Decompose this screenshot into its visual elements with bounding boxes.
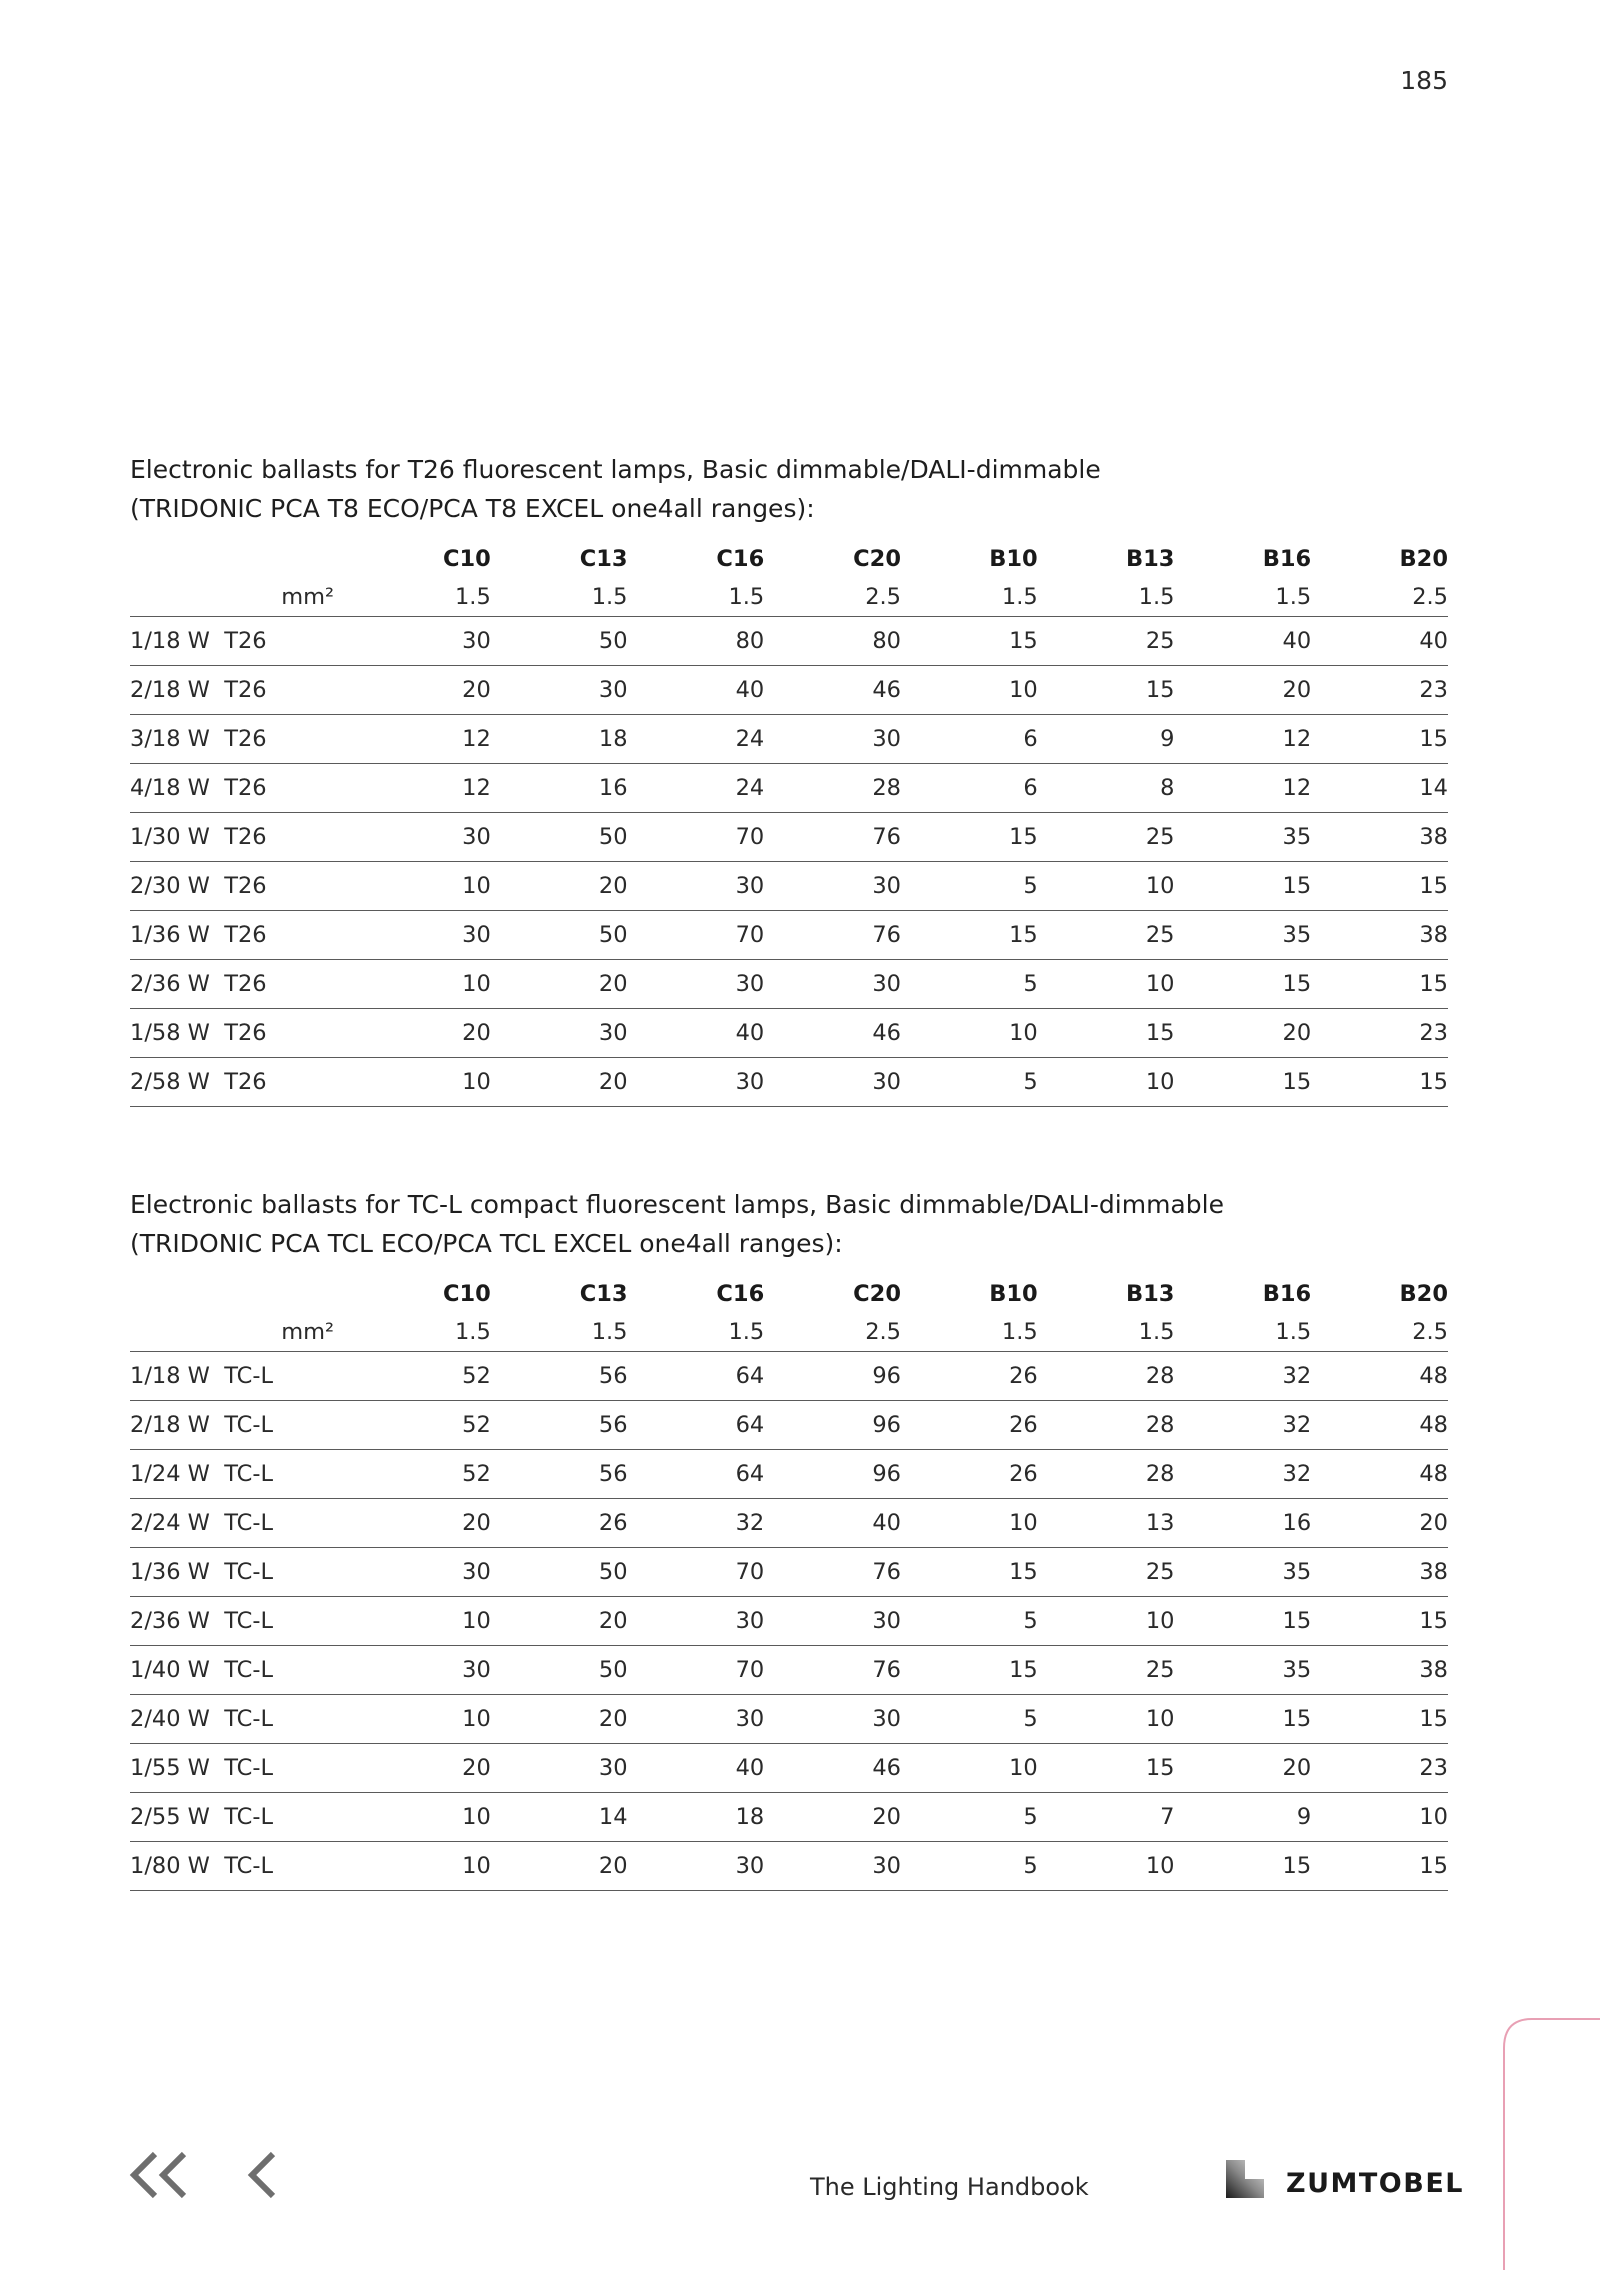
column-header-row [130, 1275, 1448, 1313]
table-section-t26 [130, 450, 1448, 1107]
cell-value: 24 [735, 726, 765, 752]
column-header: C20 [853, 546, 901, 572]
cell-value: 10 [462, 1608, 491, 1634]
cross-section-value: 1.5 [1001, 584, 1038, 610]
cross-section-value: 1.5 [1001, 1319, 1038, 1345]
cell-value: 52 [462, 1363, 491, 1389]
first-page-button[interactable] [128, 2150, 190, 2204]
cell-value: 20 [1419, 1510, 1448, 1536]
cross-section-value: 1.5 [454, 584, 491, 610]
cell-value: 52 [462, 1461, 491, 1487]
cell-value: 30 [462, 1657, 491, 1683]
cell-value: 30 [598, 1755, 628, 1781]
cell-value: 30 [872, 1069, 901, 1095]
cell-value: 70 [735, 1559, 765, 1585]
cell-value: 35 [1282, 1559, 1312, 1585]
cell-value: 18 [735, 1804, 765, 1830]
row-label: 1/36 W T26 [130, 922, 267, 948]
cell-value: 15 [1009, 922, 1038, 948]
cross-section-value: 1.5 [728, 1319, 765, 1345]
row-label: 2/40 W TC-L [130, 1706, 274, 1732]
double-chevron-left-icon [128, 2150, 190, 2200]
table-row [130, 1646, 1448, 1695]
table-section-tc-l [130, 1185, 1448, 1891]
cell-value: 23 [1419, 677, 1448, 703]
cell-value: 30 [872, 1853, 901, 1879]
table-row [130, 960, 1448, 1009]
cell-value: 32 [1282, 1461, 1312, 1487]
cell-value: 13 [1145, 1510, 1175, 1536]
table-row [130, 1009, 1448, 1058]
cell-value: 50 [598, 1657, 628, 1683]
table-row [130, 813, 1448, 862]
cell-value: 28 [1145, 1461, 1175, 1487]
cell-value: 30 [598, 1020, 628, 1046]
row-label: 2/30 W T26 [130, 873, 267, 899]
cell-value: 30 [735, 873, 765, 899]
row-label: 1/80 W TC-L [130, 1853, 274, 1879]
cell-value: 30 [872, 1706, 901, 1732]
row-label: 1/18 W TC-L [130, 1363, 274, 1389]
handbook-title: The Lighting Handbook [810, 2173, 1089, 2201]
cell-value: 6 [1023, 726, 1038, 752]
cell-value: 30 [462, 824, 491, 850]
cell-value: 64 [735, 1461, 765, 1487]
cell-value: 56 [598, 1461, 628, 1487]
row-label: 2/24 W TC-L [130, 1510, 274, 1536]
table-row [130, 1499, 1448, 1548]
cell-value: 14 [1419, 775, 1448, 801]
column-header: C13 [579, 1281, 628, 1307]
cell-value: 46 [872, 1020, 901, 1046]
cell-value: 20 [462, 1755, 491, 1781]
cell-value: 10 [1145, 1853, 1175, 1879]
cell-value: 30 [462, 922, 491, 948]
zumtobel-logo-icon [1226, 2160, 1264, 2198]
cell-value: 32 [1282, 1412, 1312, 1438]
cell-value: 40 [1419, 628, 1448, 654]
cell-value: 76 [872, 922, 901, 948]
cell-value: 26 [1009, 1412, 1038, 1438]
cell-value: 76 [872, 1657, 901, 1683]
table-row [130, 1450, 1448, 1499]
table-row [130, 1058, 1448, 1107]
cell-value: 15 [1145, 677, 1175, 703]
cell-value: 5 [1023, 1804, 1038, 1830]
cell-value: 10 [462, 873, 491, 899]
row-label: 2/55 W TC-L [130, 1804, 274, 1830]
cell-value: 15 [1282, 971, 1312, 997]
cell-value: 40 [735, 1020, 765, 1046]
column-header: C16 [716, 546, 765, 572]
cross-section-value: 1.5 [591, 1319, 628, 1345]
cell-value: 10 [462, 1069, 491, 1095]
cell-value: 30 [598, 677, 628, 703]
caption-line-2: (TRIDONIC PCA TCL ECO/PCA TCL EXCEL one4all ranges): [130, 1229, 843, 1258]
cell-value: 20 [462, 1510, 491, 1536]
cell-value: 5 [1023, 873, 1038, 899]
cell-value: 15 [1282, 1608, 1312, 1634]
caption-line-1: Electronic ballasts for T26 fluorescent lamps, Basic dimmable/DALI-dimmable [130, 455, 1101, 484]
column-header: B10 [989, 1281, 1038, 1307]
cell-value: 30 [872, 971, 901, 997]
cell-value: 50 [598, 1559, 628, 1585]
cell-value: 46 [872, 1755, 901, 1781]
cell-value: 80 [735, 628, 765, 654]
cell-value: 20 [598, 1069, 628, 1095]
table-row [130, 764, 1448, 813]
cell-value: 5 [1023, 1608, 1038, 1634]
cell-value: 20 [462, 677, 491, 703]
cell-value: 10 [462, 971, 491, 997]
column-header: C10 [442, 1281, 491, 1307]
table-row [130, 1793, 1448, 1842]
cell-value: 30 [872, 873, 901, 899]
page-number: 185 [1400, 66, 1448, 95]
cell-value: 9 [1296, 1804, 1312, 1830]
cell-value: 40 [1282, 628, 1312, 654]
cell-value: 15 [1282, 873, 1312, 899]
cell-value: 5 [1023, 1069, 1038, 1095]
cell-value: 18 [598, 726, 628, 752]
cell-value: 46 [872, 677, 901, 703]
caption-line-1: Electronic ballasts for TC-L compact fluorescent lamps, Basic dimmable/DALI-dimmable [130, 1190, 1224, 1219]
cross-section-value: 2.5 [1412, 1319, 1448, 1345]
column-header: C13 [579, 546, 628, 572]
cell-value: 15 [1009, 628, 1038, 654]
cross-section-value: 1.5 [454, 1319, 491, 1345]
column-header: B13 [1125, 1281, 1175, 1307]
column-header-row [130, 540, 1448, 578]
cell-value: 26 [598, 1510, 628, 1536]
table-caption [130, 450, 1448, 528]
table-row [130, 1597, 1448, 1646]
column-header: C10 [442, 546, 491, 572]
cell-value: 9 [1160, 726, 1175, 752]
cell-value: 50 [598, 628, 628, 654]
cell-value: 20 [598, 1853, 628, 1879]
cell-value: 38 [1419, 1559, 1448, 1585]
table-row [130, 1842, 1448, 1891]
cell-value: 15 [1419, 1608, 1448, 1634]
table-row [130, 911, 1448, 960]
cell-value: 16 [1282, 1510, 1312, 1536]
cell-value: 64 [735, 1363, 765, 1389]
cell-value: 15 [1282, 1706, 1312, 1732]
row-label: 4/18 W T26 [130, 775, 267, 801]
column-header: C20 [853, 1281, 901, 1307]
table-body [130, 1352, 1448, 1891]
cross-section-row [130, 1313, 1448, 1352]
cell-value: 24 [735, 775, 765, 801]
cell-value: 28 [1145, 1412, 1175, 1438]
cell-value: 96 [872, 1363, 901, 1389]
cell-value: 50 [598, 922, 628, 948]
cell-value: 40 [735, 677, 765, 703]
cell-value: 20 [1282, 1020, 1312, 1046]
row-label: 1/36 W TC-L [130, 1559, 274, 1585]
unit-label: mm² [281, 584, 335, 610]
cell-value: 56 [598, 1363, 628, 1389]
cell-value: 5 [1023, 1706, 1038, 1732]
table-row [130, 666, 1448, 715]
cell-value: 30 [735, 1069, 765, 1095]
cross-section-value: 1.5 [591, 584, 628, 610]
cell-value: 30 [735, 1853, 765, 1879]
cell-value: 20 [598, 1608, 628, 1634]
cell-value: 96 [872, 1461, 901, 1487]
row-label: 2/36 W TC-L [130, 1608, 274, 1634]
cell-value: 50 [598, 824, 628, 850]
cell-value: 10 [1419, 1804, 1448, 1830]
cell-value: 25 [1145, 1657, 1175, 1683]
cell-value: 30 [872, 1608, 901, 1634]
cell-value: 20 [598, 873, 628, 899]
row-label: 3/18 W T26 [130, 726, 267, 752]
cell-value: 70 [735, 1657, 765, 1683]
table-row [130, 862, 1448, 911]
cell-value: 20 [872, 1804, 901, 1830]
cell-value: 30 [735, 971, 765, 997]
cell-value: 70 [735, 922, 765, 948]
cross-section-row [130, 578, 1448, 617]
cell-value: 25 [1145, 1559, 1175, 1585]
cell-value: 20 [598, 971, 628, 997]
cell-value: 26 [1009, 1363, 1038, 1389]
cell-value: 30 [735, 1608, 765, 1634]
column-header: B16 [1262, 1281, 1312, 1307]
cell-value: 12 [1282, 726, 1312, 752]
cross-section-value: 1.5 [1275, 584, 1312, 610]
cell-value: 15 [1419, 1069, 1448, 1095]
cell-value: 35 [1282, 922, 1312, 948]
cross-section-value: 1.5 [1138, 584, 1175, 610]
cell-value: 15 [1145, 1020, 1175, 1046]
row-label: 1/58 W T26 [130, 1020, 267, 1046]
row-label: 1/30 W T26 [130, 824, 267, 850]
cell-value: 14 [598, 1804, 628, 1830]
cell-value: 25 [1145, 628, 1175, 654]
cell-value: 5 [1023, 1853, 1038, 1879]
cell-value: 64 [735, 1412, 765, 1438]
cross-section-value: 2.5 [865, 584, 901, 610]
cell-value: 26 [1009, 1461, 1038, 1487]
cell-value: 38 [1419, 824, 1448, 850]
cell-value: 35 [1282, 824, 1312, 850]
ballast-table-t26 [130, 540, 1448, 1107]
cell-value: 23 [1419, 1755, 1448, 1781]
cell-value: 25 [1145, 922, 1175, 948]
header-spacer [130, 540, 354, 578]
table-caption [130, 1185, 1448, 1263]
cell-value: 10 [1145, 971, 1175, 997]
cell-value: 10 [462, 1706, 491, 1732]
cell-value: 5 [1023, 971, 1038, 997]
cell-value: 10 [462, 1804, 491, 1830]
cell-value: 10 [1009, 1755, 1038, 1781]
cell-value: 10 [1009, 677, 1038, 703]
cell-value: 96 [872, 1412, 901, 1438]
previous-page-button[interactable] [246, 2150, 282, 2204]
cell-value: 12 [462, 775, 491, 801]
cell-value: 76 [872, 824, 901, 850]
cell-value: 76 [872, 1559, 901, 1585]
cell-value: 6 [1023, 775, 1038, 801]
cell-value: 28 [872, 775, 901, 801]
cell-value: 15 [1145, 1755, 1175, 1781]
cell-value: 15 [1419, 1706, 1448, 1732]
cell-value: 48 [1419, 1461, 1448, 1487]
table-row [130, 1744, 1448, 1793]
cell-value: 20 [1282, 1755, 1312, 1781]
chevron-left-icon [246, 2150, 282, 2200]
cell-value: 10 [1145, 873, 1175, 899]
cell-value: 15 [1282, 1069, 1312, 1095]
cell-value: 32 [1282, 1363, 1312, 1389]
cell-value: 30 [462, 1559, 491, 1585]
column-header: C16 [716, 1281, 765, 1307]
row-label: 1/40 W TC-L [130, 1657, 274, 1683]
row-label: 1/18 W T26 [130, 628, 267, 654]
cell-value: 10 [1145, 1069, 1175, 1095]
cross-section-value: 1.5 [1275, 1319, 1312, 1345]
row-label: 2/18 W T26 [130, 677, 267, 703]
row-label: 1/55 W TC-L [130, 1755, 274, 1781]
column-header: B13 [1125, 546, 1175, 572]
cross-section-value: 2.5 [1412, 584, 1448, 610]
cell-value: 40 [735, 1755, 765, 1781]
column-header: B20 [1399, 1281, 1448, 1307]
cross-section-value: 1.5 [728, 584, 765, 610]
cell-value: 16 [598, 775, 628, 801]
table-row [130, 1548, 1448, 1597]
column-header: B10 [989, 546, 1038, 572]
cell-value: 25 [1145, 824, 1175, 850]
cell-value: 10 [1145, 1706, 1175, 1732]
cell-value: 48 [1419, 1363, 1448, 1389]
cell-value: 12 [462, 726, 491, 752]
cell-value: 48 [1419, 1412, 1448, 1438]
header-spacer [130, 1275, 354, 1313]
cross-section-value: 1.5 [1138, 1319, 1175, 1345]
cell-value: 10 [1009, 1020, 1038, 1046]
cell-value: 56 [598, 1412, 628, 1438]
cell-value: 30 [735, 1706, 765, 1732]
cell-value: 20 [598, 1706, 628, 1732]
caption-line-2: (TRIDONIC PCA T8 ECO/PCA T8 EXCEL one4all ranges): [130, 494, 815, 523]
cross-section-value: 2.5 [865, 1319, 901, 1345]
column-header: B20 [1399, 546, 1448, 572]
table-row [130, 1401, 1448, 1450]
row-label: 2/36 W T26 [130, 971, 267, 997]
table-row [130, 617, 1448, 666]
row-label: 2/58 W T26 [130, 1069, 267, 1095]
cell-value: 23 [1419, 1020, 1448, 1046]
brand-name: ZUMTOBEL [1286, 2168, 1464, 2199]
cell-value: 28 [1145, 1363, 1175, 1389]
cell-value: 15 [1282, 1853, 1312, 1879]
table-row [130, 715, 1448, 764]
cell-value: 40 [872, 1510, 901, 1536]
cell-value: 12 [1282, 775, 1312, 801]
cell-value: 15 [1009, 1657, 1038, 1683]
cell-value: 10 [462, 1853, 491, 1879]
ballast-table-tc-l [130, 1275, 1448, 1891]
table-row [130, 1695, 1448, 1744]
cell-value: 70 [735, 824, 765, 850]
column-header: B16 [1262, 546, 1312, 572]
row-label: 1/24 W TC-L [130, 1461, 274, 1487]
cell-value: 15 [1009, 824, 1038, 850]
cell-value: 30 [462, 628, 491, 654]
cell-value: 35 [1282, 1657, 1312, 1683]
cell-value: 10 [1009, 1510, 1038, 1536]
cell-value: 20 [462, 1020, 491, 1046]
table-row [130, 1352, 1448, 1401]
unit-label: mm² [281, 1319, 335, 1345]
table-body [130, 617, 1448, 1107]
cell-value: 8 [1160, 775, 1175, 801]
cell-value: 15 [1419, 726, 1448, 752]
cell-value: 30 [872, 726, 901, 752]
cell-value: 7 [1160, 1804, 1175, 1830]
cell-value: 38 [1419, 1657, 1448, 1683]
cell-value: 80 [872, 628, 901, 654]
cell-value: 52 [462, 1412, 491, 1438]
cell-value: 20 [1282, 677, 1312, 703]
cell-value: 15 [1009, 1559, 1038, 1585]
row-label: 2/18 W TC-L [130, 1412, 274, 1438]
cell-value: 32 [735, 1510, 765, 1536]
cell-value: 38 [1419, 922, 1448, 948]
cell-value: 10 [1145, 1608, 1175, 1634]
cell-value: 15 [1419, 873, 1448, 899]
cell-value: 15 [1419, 971, 1448, 997]
page-tab-marker [1502, 2018, 1600, 2270]
cell-value: 15 [1419, 1853, 1448, 1879]
